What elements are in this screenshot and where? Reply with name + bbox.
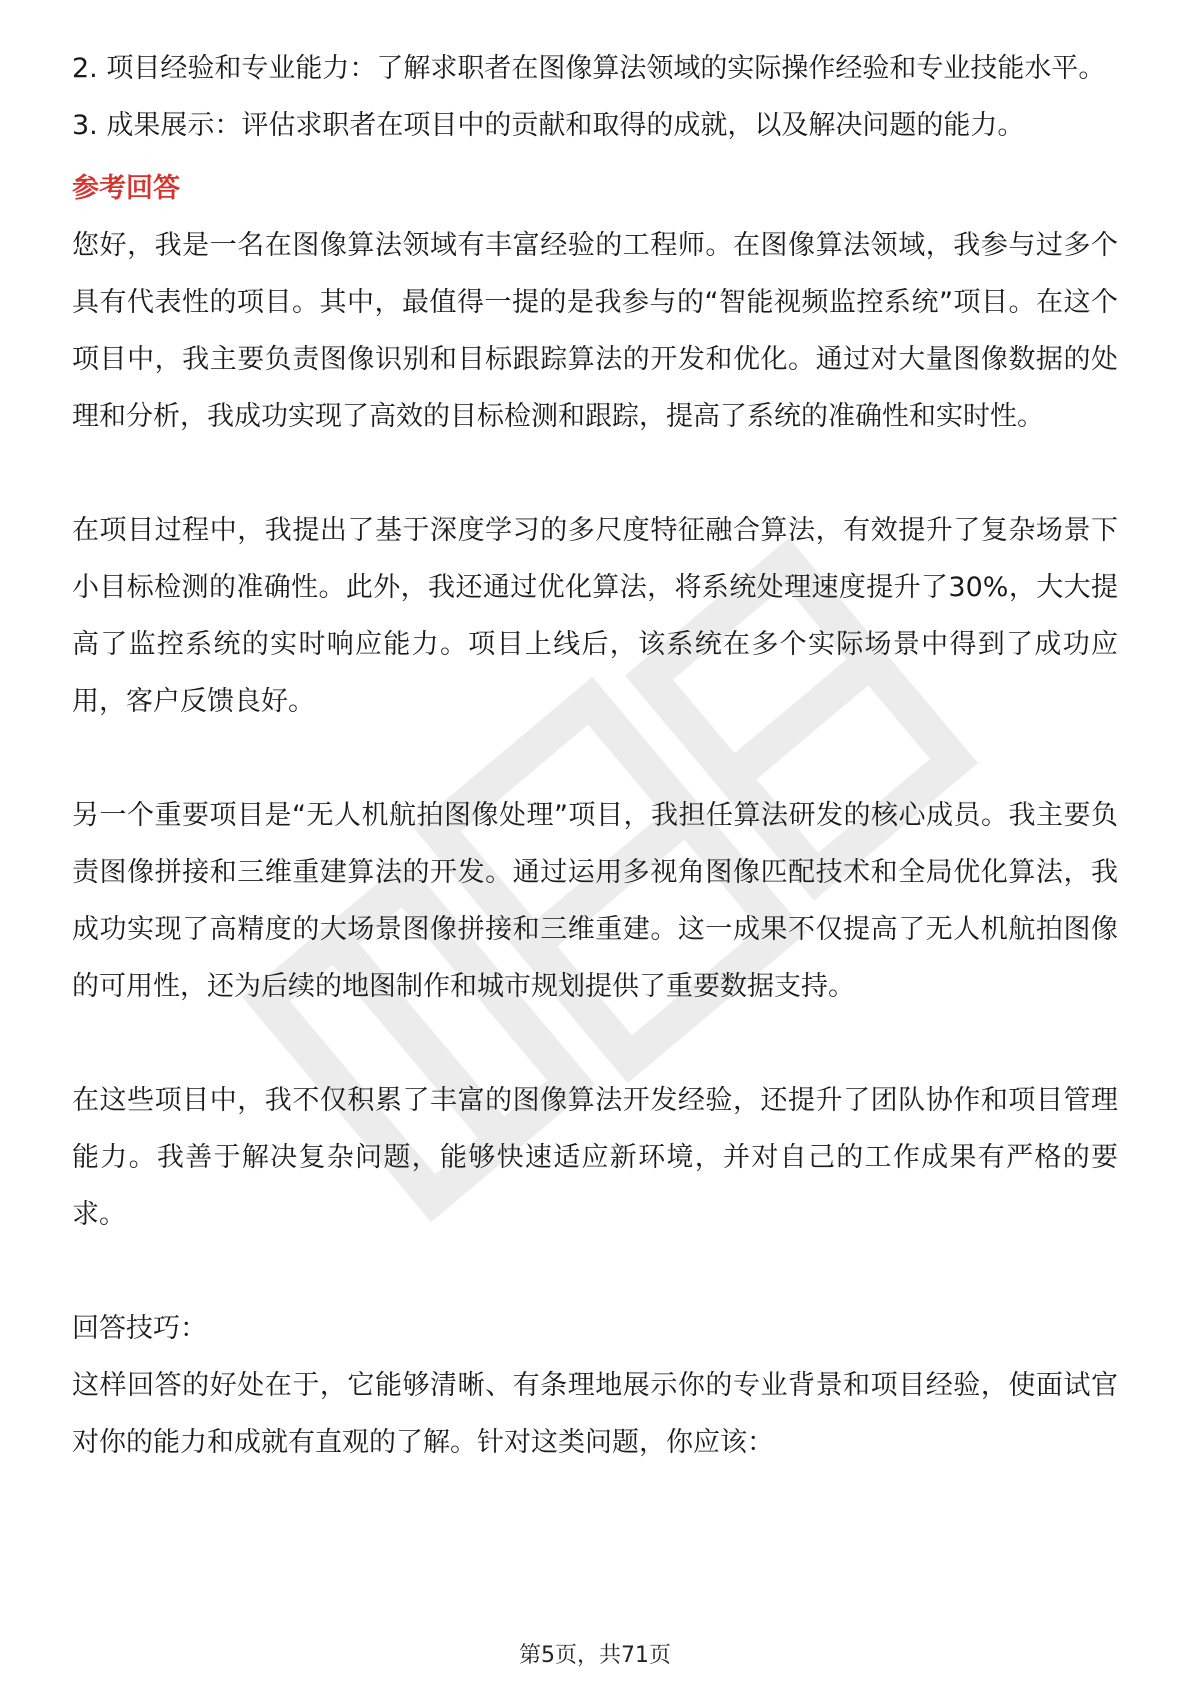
answer-paragraph-2: 在项目过程中，我提出了基于深度学习的多尺度特征融合算法，有效提升了复杂场景下小目标检测的准确性。此外，我还通过优化算法，将系统处理速度提升了30%，大大提高了监控系统的实时响应能力。项目上线后，该系统在多个实际场景中得到了成功应用，客户反馈良好。 [72, 515, 1118, 717]
answer-paragraph-4: 在这些项目中，我不仅积累了丰富的图像算法开发经验，还提升了团队协作和项目管理能力。我善于解决复杂问题，能够快速适应新环境，并对自己的工作成果有严格的要求。 [72, 1085, 1118, 1230]
paragraph-spacer [72, 1243, 1118, 1300]
criteria-item-3: 3. 成果展示：评估求职者在项目中的贡献和取得的成就，以及解决问题的能力。 [72, 110, 1025, 141]
criteria-item-2: 2. 项目经验和专业能力：了解求职者在图像算法领域的实际操作经验和专业技能水平。 [72, 53, 1106, 84]
document-body [72, 40, 1118, 1471]
reference-answer-heading: 参考回答 [72, 173, 180, 204]
answer-paragraph-3: 另一个重要项目是“无人机航拍图像处理”项目，我担任算法研发的核心成员。我主要负责图像拼接和三维重建算法的开发。通过运用多视角图像匹配技术和全局优化算法，我成功实现了高精度的大场景图像拼接和三维重建。这一成果不仅提高了无人机航拍图像的可用性，还为后续的地图制作和城市规划提供了重要数据支持。 [72, 800, 1118, 1002]
paragraph-spacer [72, 445, 1118, 502]
tips-heading: 回答技巧： [72, 1313, 207, 1344]
tips-paragraph: 这样回答的好处在于，它能够清晰、有条理地展示你的专业背景和项目经验，使面试官对你的能力和成就有直观的了解。针对这类问题，你应该： [72, 1370, 1118, 1458]
page-footer: 第5页，共71页 [519, 1643, 671, 1668]
paragraph-spacer [72, 730, 1118, 787]
answer-paragraph-1: 您好，我是一名在图像算法领域有丰富经验的工程师。在图像算法领域，我参与过多个具有代表性的项目。其中，最值得一提的是我参与的“智能视频监控系统”项目。在这个项目中，我主要负责图像识别和目标跟踪算法的开发和优化。通过对大量图像数据的处理和分析，我成功实现了高效的目标检测和跟踪，提高了系统的准确性和实时性。 [72, 230, 1118, 432]
paragraph-spacer [72, 1015, 1118, 1072]
